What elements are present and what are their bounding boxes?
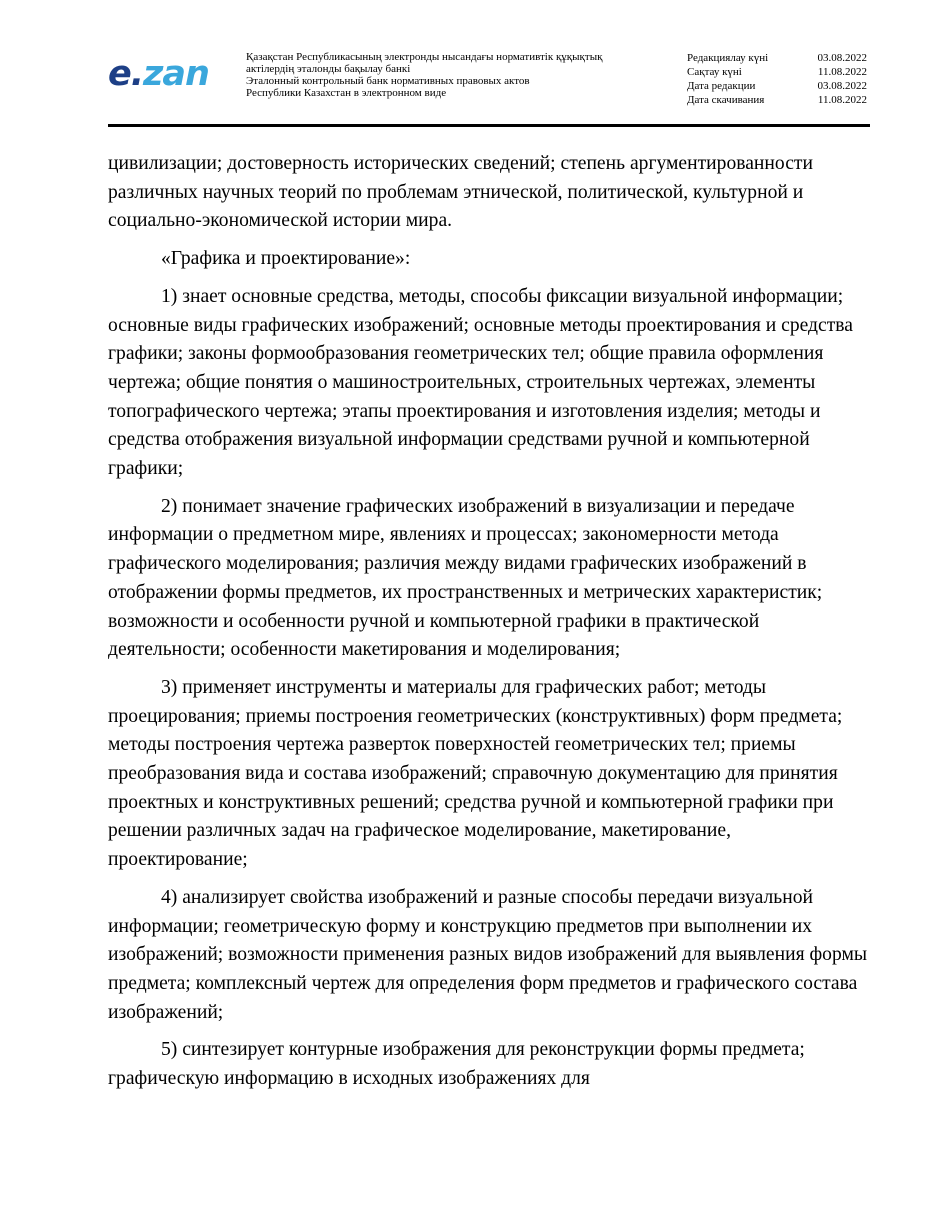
header-title-line: Қазақстан Республикасының электронды нысандағы нормативтік құқықтық [246, 51, 603, 63]
paragraph: 1) знает основные средства, методы, способы фиксации визуальной информации; основные виды графических изображений; основные методы проектирования и средства графики; законы формообразования геометрических тел; общие правила оформления чертежа; общие понятия о машиностроительных, строительных чертежах, элементы топографического чертежа; этапы проектирования и изготовления изделия; методы и средства отображения визуальной информации средствами ручной и компьютерной графики; [108, 285, 853, 480]
meta-label: Дата редакции [687, 80, 756, 92]
paragraph: 2) понимает значение графических изображений в визуализации и передаче информации о предметном мире, явлениях и процессах; закономерности метода графического моделирования; различия между видами графических изображений в отображении формы предметов, их пространственных и метрических характеристик; возможности и особенности ручной и компьютерной графики в практической деятельности; особенности макетирования и моделирования; [108, 495, 823, 661]
paragraph: 4) анализирует свойства изображений и разные способы передачи визуальной информации; геометрическую форму и конструкцию предметов при выполнении их изображений; возможности применения разных видов изображений для выявления формы предмета; комплексный чертеж для определения форм предметов и графического состава изображений; [108, 886, 868, 1023]
ezan-logo[interactable] [108, 54, 209, 94]
meta-value: 11.08.2022 [817, 66, 867, 78]
paragraph: 3) применяет инструменты и материалы для графических работ; методы проецирования; приемы построения геометрических (конструктивных) форм предмета; методы построения чертежа разверток поверхностей геометрических тел; приемы преобразования вида и состава изображений; справочную документацию для принятия проектных и конструктивных решений; средства ручной и компьютерной графики при решении различных задач на графическое моделирование, макетирование, проектирование; [108, 676, 843, 871]
meta-row-edit-date [687, 79, 867, 93]
header-divider [108, 124, 870, 127]
meta-label: Редакциялау күні [687, 52, 769, 64]
header-title-line: Эталонный контрольный банк нормативных правовых актов [246, 75, 530, 87]
logo-part-zan: zan [143, 54, 209, 94]
header-title-line: Республики Казахстан в электронном виде [246, 87, 447, 99]
document-header [0, 0, 935, 130]
meta-label: Дата скачивания [687, 94, 765, 106]
meta-value: 03.08.2022 [817, 52, 867, 64]
section-heading: «Графика и проектирование»: [161, 248, 411, 270]
paragraph: 5) синтезирует контурные изображения для реконструкции формы предмета; графическую информацию в исходных изображениях для [108, 1039, 805, 1090]
paragraph: цивилизации; достоверность исторических сведений; степень аргументированности различных научных теорий по проблемам этнической, политической, культурной и социально-экономической истории мира. [108, 153, 813, 232]
document-dates [687, 51, 867, 107]
logo-part-e: e. [108, 54, 144, 94]
header-title [246, 51, 666, 99]
header-title-line: актілердің эталонды бақылау банкі [246, 63, 411, 75]
meta-label: Сақтау күні [687, 66, 742, 78]
meta-row-download-date [687, 93, 867, 107]
meta-value: 03.08.2022 [817, 80, 867, 92]
meta-row-edit-date-kz [687, 51, 867, 65]
document-body [108, 150, 868, 1103]
meta-row-save-date-kz [687, 65, 867, 79]
meta-value: 11.08.2022 [817, 94, 867, 106]
